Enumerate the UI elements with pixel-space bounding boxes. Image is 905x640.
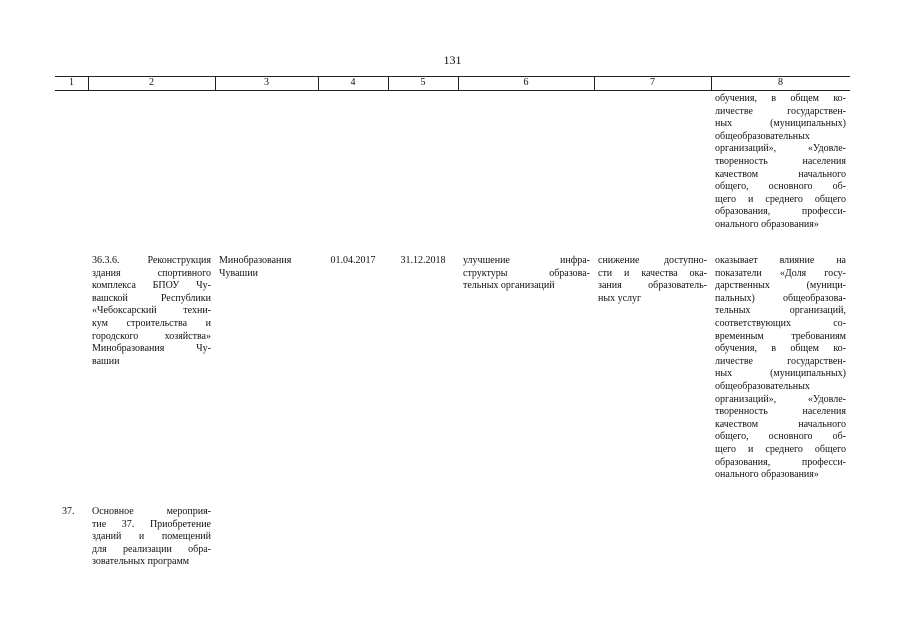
text-line: творенность населения — [715, 406, 846, 418]
text-line: обучения, в общем ко- — [715, 343, 846, 355]
text-line: улучшение инфра- — [463, 255, 590, 266]
column-number-4: 4 — [350, 77, 356, 88]
text-line: тельных организаций, — [715, 305, 846, 317]
effect-text — [715, 93, 846, 232]
text-line: онального образования» — [715, 218, 819, 230]
column-number-3: 3 — [264, 77, 269, 88]
column-number-7: 7 — [650, 77, 655, 88]
text-line: комплекса БПОУ Чу- — [92, 280, 211, 292]
text-line: ных (муниципальных) — [715, 118, 846, 130]
text-line: щего и среднего общего — [715, 193, 846, 205]
text-line: здания спортивного — [92, 267, 211, 279]
column-number-1: 1 — [69, 77, 74, 88]
text-line: городского хозяйства» — [92, 330, 211, 342]
start-date: 01.04.2017 — [330, 255, 376, 266]
text-line: соответствующих со- — [715, 317, 846, 329]
text-line: Минобразования — [219, 255, 292, 266]
text-line: дарственных (муници- — [715, 280, 846, 292]
text-line: сти и качества ока- — [598, 267, 707, 279]
text-line: вашии — [92, 355, 120, 367]
text-line: ных (муниципальных) — [715, 368, 846, 380]
text-line: творенность населения — [715, 155, 846, 167]
column-number-8: 8 — [778, 77, 783, 88]
text-line: онального образования» — [715, 469, 819, 481]
text-line: показатели «Доля госу- — [715, 267, 846, 279]
text-line: личестве государствен- — [715, 105, 846, 117]
measure-name — [92, 255, 211, 368]
text-line: зания образователь- — [598, 280, 707, 292]
text-line: образования, професси- — [715, 206, 846, 218]
text-line: организаций», «Удовле- — [715, 393, 846, 405]
text-line: общего, основного об- — [715, 181, 846, 193]
text-line: Чувашии — [219, 267, 258, 279]
text-line: Основное мероприя- — [92, 506, 211, 517]
text-line: для реализации обра- — [92, 543, 211, 555]
table-header-bottom-rule — [55, 90, 850, 91]
expected-result — [463, 255, 590, 293]
column-number-5: 5 — [420, 77, 426, 88]
text-line: оказывает влияние на — [715, 255, 846, 266]
text-line: пальных) общеобразова- — [715, 292, 846, 304]
text-line: общеобразовательных — [715, 130, 810, 142]
row-number: 37. — [62, 506, 75, 517]
text-line: вашской Республики — [92, 292, 211, 304]
text-line: снижение доступно- — [598, 255, 707, 266]
page-number: 131 — [443, 53, 462, 67]
text-line: зовательных программ — [92, 556, 190, 568]
effect-text — [715, 255, 846, 482]
column-number-2: 2 — [149, 77, 154, 88]
text-line: кум строительства и — [92, 317, 211, 329]
text-line: тельных организаций — [463, 280, 555, 292]
text-line: организаций», «Удовле- — [715, 143, 846, 155]
text-line: ных услуг — [598, 292, 642, 304]
text-line: личестве государствен- — [715, 355, 846, 367]
text-line: качеством начального — [715, 168, 846, 180]
measure-name — [92, 506, 211, 569]
text-line: качеством начального — [715, 418, 846, 430]
text-line: образования, професси- — [715, 456, 846, 468]
column-number-6: 6 — [523, 77, 529, 88]
text-line: временным требованиям — [715, 330, 846, 342]
text-line: обучения, в общем ко- — [715, 93, 846, 104]
text-line: зданий и помещений — [92, 531, 211, 543]
end-date: 31.12.2018 — [400, 255, 446, 266]
text-line: структуры образова- — [463, 267, 590, 279]
text-line: тие 37. Приобретение — [92, 518, 211, 530]
text-line: общего, основного об- — [715, 431, 846, 443]
text-line: 36.3.6. Реконструкция — [92, 255, 211, 266]
text-line: Минобразования Чу- — [92, 343, 211, 355]
text-line: щего и среднего общего — [715, 443, 846, 455]
text-line: «Чебоксарский техни- — [92, 305, 211, 317]
responsible-executor — [219, 255, 315, 280]
text-line: общеобразовательных — [715, 380, 810, 392]
consequences — [598, 255, 707, 305]
